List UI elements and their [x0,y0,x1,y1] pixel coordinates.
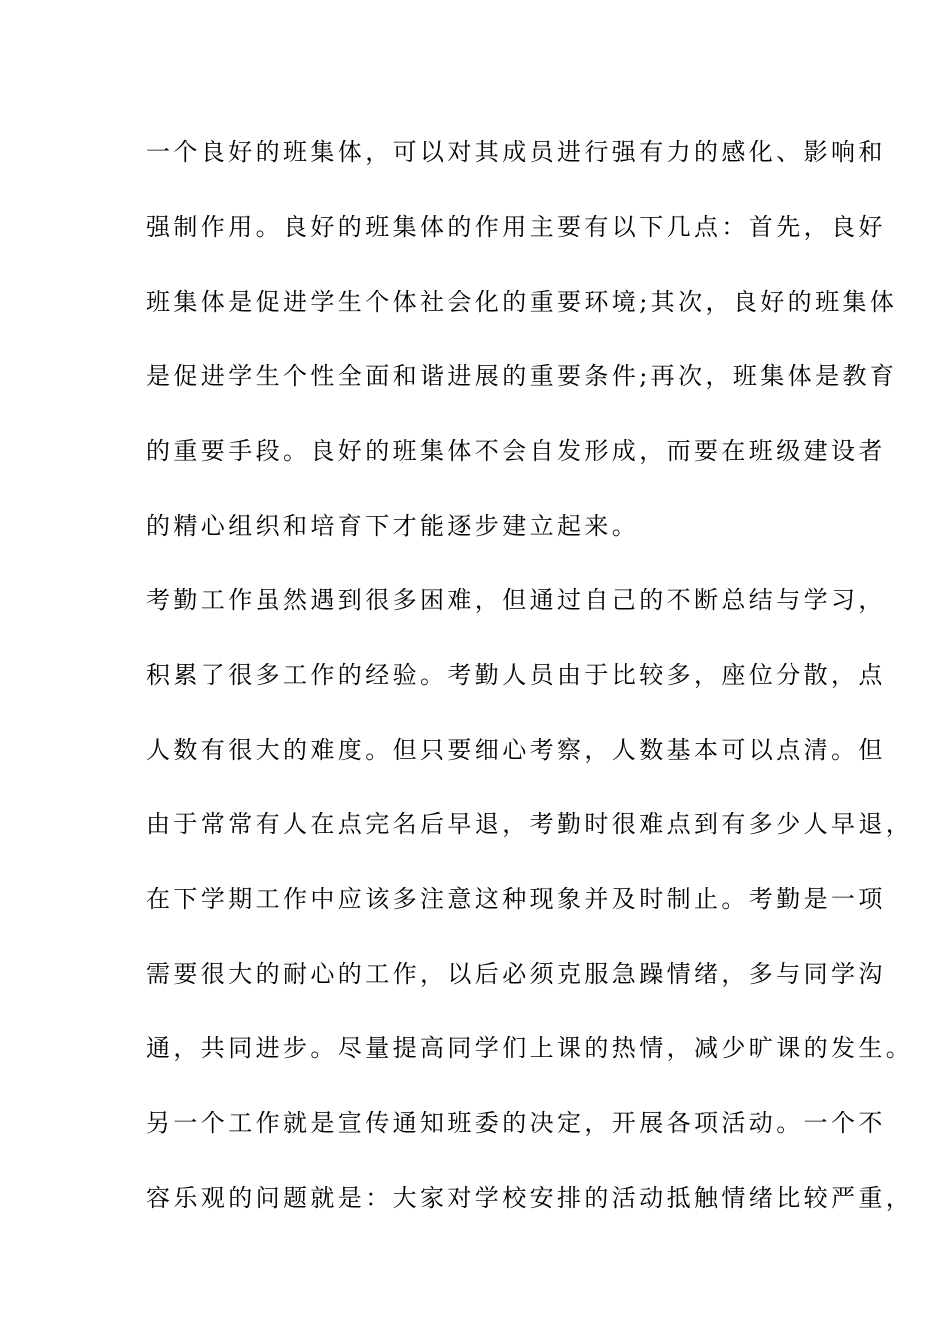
text-line-7: 考勤工作虽然遇到很多困难，但通过自己的不断总结与学习， [146,586,886,614]
text-line-10: 由于常常有人在点完名后早退，考勤时很难点到有多少人早退， [146,810,914,838]
text-line-2: 强制作用。良好的班集体的作用主要有以下几点：首先，良好 [146,213,886,241]
text-line-13: 通，共同进步。尽量提高同学们上课的热情，减少旷课的发生。 [146,1034,914,1062]
text-line-11: 在下学期工作中应该多注意这种现象并及时制止。考勤是一项 [146,885,886,913]
text-line-9: 人数有很大的难度。但只要细心考察，人数基本可以点清。但 [146,736,886,764]
text-line-3: 班集体是促进学生个体社会化的重要环境;其次，良好的班集体 [146,288,898,316]
text-line-12: 需要很大的耐心的工作，以后必须克服急躁情绪，多与同学沟 [146,960,886,988]
text-line-14: 另一个工作就是宣传通知班委的决定，开展各项活动。一个不 [146,1109,886,1137]
text-line-6: 的精心组织和培育下才能逐步建立起来。 [146,512,640,540]
text-line-5: 的重要手段。良好的班集体不会自发形成，而要在班级建设者 [146,437,886,465]
text-line-8: 积累了很多工作的经验。考勤人员由于比较多，座位分散，点 [146,661,886,689]
text-line-15: 容乐观的问题就是：大家对学校安排的活动抵触情绪比较严重， [146,1184,914,1212]
text-line-1: 一个良好的班集体，可以对其成员进行强有力的感化、影响和 [146,138,886,166]
text-line-4: 是促进学生个性全面和谐进展的重要条件;再次，班集体是教育 [146,362,898,390]
